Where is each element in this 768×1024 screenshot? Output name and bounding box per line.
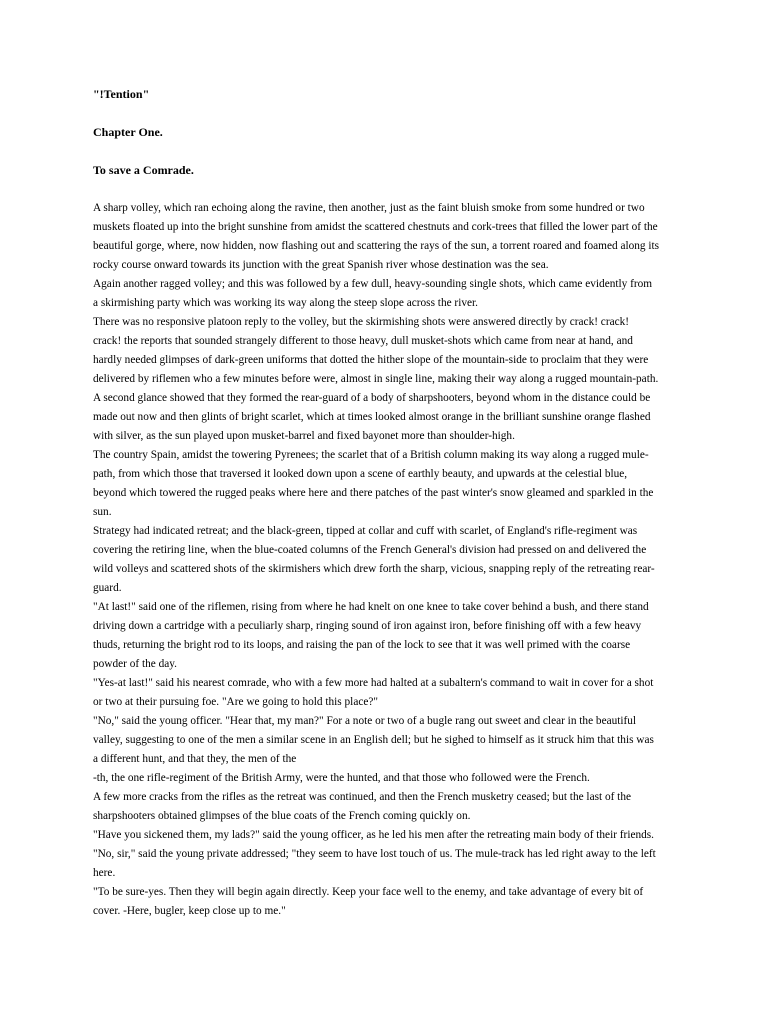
text-line: rocky course onward towards its junction with the great Spanish river whose destination was the sea.	[93, 259, 549, 271]
text-line: "Yes-at last!" said his nearest comrade, who with a few more had halted at a subaltern's command to wait in cover for a shot	[93, 677, 654, 689]
text-line: -th, the one rifle-regiment of the British Army, were the hunted, and that those who followed were the French.	[93, 772, 590, 784]
text-line: "No, sir," said the young private addressed; "they seem to have lost touch of us. The mule-track has led right away to the left	[93, 848, 656, 860]
text-line: A few more cracks from the rifles as the retreat was continued, and then the French musketry ceased; but the last of the	[93, 791, 631, 803]
text-line: A sharp volley, which ran echoing along the ravine, then another, just as the faint bluish smoke from some hundred or two	[93, 202, 645, 214]
chapter-title: To save a Comrade.	[93, 163, 194, 177]
text-line: muskets floated up into the bright sunshine from amidst the scattered chestnuts and cork-trees that filled the lower part of the	[93, 221, 658, 233]
chapter-number: Chapter One.	[93, 125, 163, 139]
text-line: cover. -Here, bugler, keep close up to me."	[93, 905, 286, 917]
text-line: crack! the reports that sounded strangely different to those heavy, dull musket-shots which came from near at hand, and	[93, 335, 633, 347]
text-line: or two at their pursuing foe. "Are we going to hold this place?"	[93, 696, 378, 708]
body-text	[93, 199, 677, 921]
book-title: "!Tention"	[93, 87, 150, 101]
text-line: a skirmishing party which was working its way along the steep slope across the river.	[93, 297, 478, 309]
text-line: There was no responsive platoon reply to the volley, but the skirmishing shots were answered directly by crack! crack!	[93, 316, 630, 328]
text-line: beautiful gorge, where, now hidden, now flashing out and scattering the rays of the sun, a torrent roared and foamed along its	[93, 240, 660, 252]
text-line: "No," said the young officer. "Hear that, my man?" For a note or two of a bugle rang out sweet and clear in the beautiful	[93, 715, 637, 727]
text-line: hardly needed glimpses of dark-green uniforms that dotted the hither slope of the mountain-side to proclaim that they were	[93, 354, 649, 366]
text-line: guard.	[93, 582, 122, 594]
text-line: with silver, as the sun played upon musket-barrel and fixed bayonet more than shoulder-high.	[93, 430, 515, 442]
text-line: The country Spain, amidst the towering Pyrenees; the scarlet that of a British column making its way along a rugged mule-	[93, 449, 649, 461]
text-line: valley, suggesting to one of the men a similar scene in an English dell; but he sighed to himself as it struck him that this was	[93, 734, 654, 746]
text-line: covering the retiring line, when the blue-coated columns of the French General's division had pressed on and delivered the	[93, 544, 647, 556]
text-line: "Have you sickened them, my lads?" said the young officer, as he led his men after the retreating main body of their friends.	[93, 829, 654, 841]
text-line: path, from which those that traversed it looked down upon a scene of earthly beauty, and upwards at the celestial blue,	[93, 468, 628, 480]
text-line: a different hunt, and that they, the men of the	[93, 753, 297, 765]
text-line: driving down a cartridge with a peculiarly sharp, ringing sound of iron against iron, before finishing off with a few heavy	[93, 620, 642, 632]
text-line: Again another ragged volley; and this was followed by a few dull, heavy-sounding single shots, which came evidently from	[93, 278, 653, 290]
text-line: sun.	[93, 506, 112, 518]
text-line: made out now and then glints of bright scarlet, which at times looked almost orange in the brilliant sunshine orange flashed	[93, 411, 651, 423]
text-line: Strategy had indicated retreat; and the black-green, tipped at collar and cuff with scarlet, of England's rifle-regiment was	[93, 525, 638, 537]
text-line: wild volleys and scattered shots of the skirmishers which drew forth the sharp, vicious, snapping reply of the retreating rear-	[93, 563, 655, 575]
text-line: powder of the day.	[93, 658, 177, 670]
text-line: delivered by riflemen who a few minutes before were, almost in single line, making their way along a rugged mountain-path.	[93, 373, 659, 385]
text-line: "At last!" said one of the riflemen, rising from where he had knelt on one knee to take cover behind a bush, and there stand	[93, 601, 649, 613]
text-line: A second glance showed that they formed the rear-guard of a body of sharpshooters, beyond whom in the distance could be	[93, 392, 651, 404]
text-line: here.	[93, 867, 116, 879]
text-line: beyond which towered the rugged peaks where here and there patches of the past winter's snow gleamed and sparkled in the	[93, 487, 654, 499]
text-line: thuds, returning the bright rod to its loops, and raising the pan of the lock to see that it was well primed with the coarse	[93, 639, 631, 651]
text-line: "To be sure-yes. Then they will begin again directly. Keep your face well to the enemy, and take advantage of every bit of	[93, 886, 644, 898]
text-line: sharpshooters obtained glimpses of the blue coats of the French coming quickly on.	[93, 810, 471, 822]
